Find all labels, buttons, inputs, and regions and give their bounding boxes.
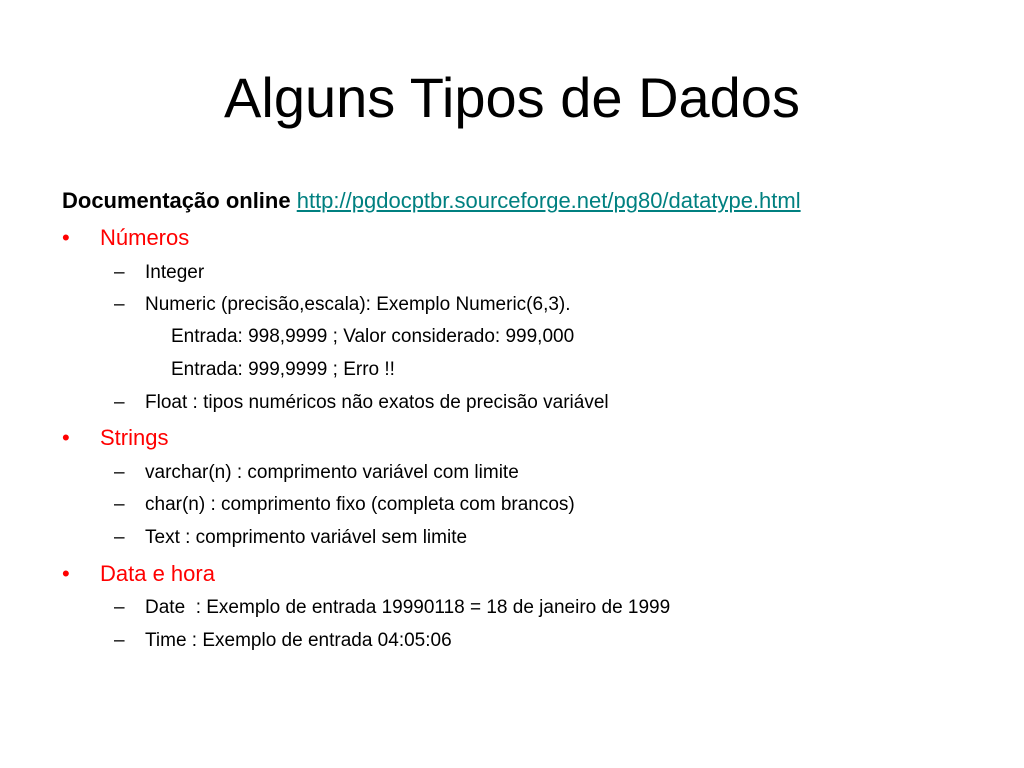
- dash-icon: –: [114, 392, 125, 413]
- bullet-icon: •: [62, 561, 70, 586]
- sub-item-float: [114, 388, 609, 418]
- sub-item-label: Numeric (precisão,escala): Exemplo Numeric(6,3).: [145, 294, 571, 315]
- sub-item-label: varchar(n) : comprimento variável com limite: [145, 462, 519, 483]
- dash-icon: –: [114, 597, 125, 618]
- bullet-icon: •: [62, 425, 70, 450]
- sub-item-label: Float : tipos numéricos não exatos de precisão variável: [145, 392, 609, 413]
- sub-item-label: Text : comprimento variável sem limite: [145, 527, 468, 548]
- sub-item-numeric: [114, 290, 571, 320]
- sub-item-label: Integer: [145, 262, 205, 283]
- dash-icon: –: [114, 294, 125, 315]
- bullet-data-e-hora: [62, 559, 215, 589]
- bullet-strings: [62, 423, 168, 453]
- dash-icon: –: [114, 262, 125, 283]
- bullet-label: Números: [100, 225, 190, 250]
- documentation-label: Documentação online: [62, 188, 291, 213]
- bullet-numeros: [62, 223, 189, 253]
- sub-item-label: char(n) : comprimento fixo (completa com brancos): [145, 494, 575, 515]
- sub-item-label: Date : Exemplo de entrada 19990118 = 18 de janeiro de 1999: [145, 597, 671, 618]
- sub-item-time: [114, 626, 452, 656]
- sub-item-char: [114, 490, 575, 520]
- bullet-label: Data e hora: [100, 561, 215, 586]
- dash-icon: –: [114, 630, 125, 651]
- note-line-2: Entrada: 999,9999 ; Erro !!: [171, 359, 395, 380]
- slide-title: Alguns Tipos de Dados: [224, 66, 800, 129]
- sub-item-label: Time : Exemplo de entrada 04:05:06: [145, 630, 452, 651]
- sub-item-text: [114, 523, 467, 553]
- bullet-label: Strings: [100, 425, 169, 450]
- dash-icon: –: [114, 462, 125, 483]
- note-line-1: Entrada: 998,9999 ; Valor considerado: 999,000: [171, 326, 575, 347]
- documentation-link[interactable]: http://pgdocptbr.sourceforge.net/pg80/datatype.html: [296, 188, 801, 213]
- dash-icon: –: [114, 494, 125, 515]
- sub-item-integer: [114, 258, 204, 288]
- sub-item-varchar: [114, 458, 519, 488]
- sub-item-date: [114, 593, 670, 623]
- documentation-line: [62, 186, 801, 216]
- bullet-icon: •: [62, 225, 70, 250]
- dash-icon: –: [114, 527, 125, 548]
